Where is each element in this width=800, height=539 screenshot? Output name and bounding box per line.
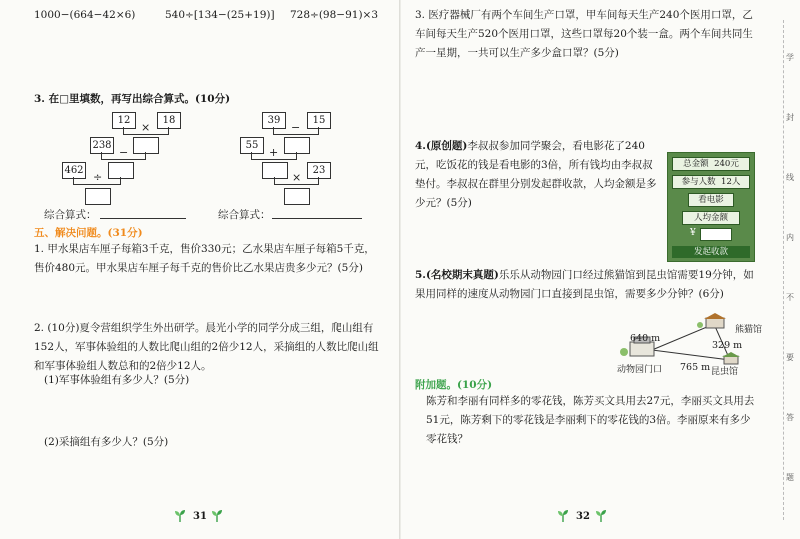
operator: × [141,121,151,134]
blank-box[interactable] [85,188,111,205]
total-amount-label: 总金额 [683,159,709,169]
question-3-title: 3. 在□里填数，再写出综合算式。(10分) [34,93,231,105]
combined-formula-label-2: 综合算式： [218,209,271,221]
question-3-text: 3. 医疗器械厂有两个车间生产口罩，甲车间每天生产240个医用口罩，乙车间每天生产520个医用口罩，这些口罩每20个装一盒。两个车间共同生产一星期，一共可以生产多少盒口罩？(5分) [415,9,753,59]
page-gutter [399,0,401,539]
number-box: 15 [307,112,331,129]
group-payment-panel [667,152,755,262]
sprout-icon [594,509,608,523]
question-2-text: 2. (10分)夏令营组织学生外出研学。晨光小学的同学分成三组，爬山组有152人，军事体验组的人数比爬山组的2倍少12人，采摘组的人数比爬山组和军事体验组人数总和的2倍少12人。 [34,322,379,372]
participants-label: 参与人数 [681,177,716,187]
operator: ÷ [93,171,103,184]
sprout-icon [173,509,187,523]
number-box: 18 [157,112,181,129]
combined-formula-label-1: 综合算式： [44,209,97,221]
binding-char: 答 [786,413,794,422]
expression-1: 1000−(664−42×6) [34,9,136,21]
panda-house-label: 熊猫馆 [735,325,763,335]
question-2-part-1: (1)军事体验组有多少人？(5分) [44,374,190,386]
operator: − [291,121,301,134]
binding-char: 要 [786,353,794,362]
blank-box[interactable] [133,137,159,154]
binding-line [783,20,784,520]
section-5-title: 五、解决问题。(31分) [34,227,143,239]
binding-char: 内 [786,233,794,242]
answer-line[interactable] [272,206,362,219]
binding-char: 不 [786,293,794,302]
question-5-text: 乐乐从动物园门口经过熊猫馆到昆虫馆需要19分钟，如果用同样的速度从动物园门口直接到昆虫馆，需要多少分钟？(6分) [415,269,754,300]
start-collection-button[interactable]: 发起收款 [672,246,750,258]
number-box: 39 [262,112,286,129]
binding-char: 学 [786,53,794,62]
question-4-text: 李叔叔参加同学聚会，看电影花了240元，吃饭花的钱是看电影的3倍，所有钱均由李叔叔垫付。李叔叔在群里分别发起群收款，人均金额是多少元？(5分) [415,140,657,209]
distance-gate-panda: 640 m [630,333,661,344]
number-box: 462 [62,162,86,179]
sprout-icon [556,509,570,523]
blank-box[interactable] [262,162,288,179]
page-number-left: 31 [193,511,207,522]
item-tag: 看电影 [688,193,734,207]
sprout-icon [210,509,224,523]
number-box: 12 [112,112,136,129]
panda-house-icon [697,313,726,328]
binding-char: 封 [786,113,794,122]
average-amount-label: 人均金额 [682,211,740,225]
question-5-block [415,266,755,304]
distance-gate-insect: 765 m [680,362,711,373]
page-number-right: 32 [576,511,590,522]
gate-label: 动物园门口 [617,365,663,375]
blank-box[interactable] [284,137,310,154]
number-box: 238 [90,137,114,154]
operator: − [119,146,129,159]
total-amount-value: 240元 [714,159,739,169]
answer-line[interactable] [100,206,186,219]
bonus-question-text: 陈芳和李丽有同样多的零花钱，陈芳买文具用去27元，李丽买文具用去51元，陈芳剩下的零花钱是李丽剩下的零花钱的3倍。李丽原来有多少零花钱？ [426,395,755,445]
participants-row [672,175,750,189]
total-amount-row [672,157,750,171]
binding-char: 题 [786,473,794,482]
question-2-part-2: (2)采摘组有多少人？(5分) [44,436,169,448]
expression-2: 540÷[134−(25+19)] [165,9,275,21]
blank-box[interactable] [284,188,310,205]
expression-3: 728÷(98−91)×3 [290,9,379,21]
operator: × [292,171,302,184]
binding-char: 线 [786,173,794,182]
number-box: 55 [240,137,264,154]
question-4-label: 4.(原创题) [415,140,468,152]
yen-sign: ¥ [690,228,696,238]
insect-house-label: 昆虫馆 [711,367,739,377]
participants-value: 12人 [721,177,741,187]
blank-box[interactable] [108,162,134,179]
amount-input[interactable] [700,228,732,241]
operator: + [269,146,279,159]
question-4-block [415,137,661,213]
number-box: 23 [307,162,331,179]
question-5-label: 5.(名校期末真题) [415,269,499,281]
question-1-text: 1. 甲水果店车厘子每箱3千克，售价330元；乙水果店车厘子每箱5千克，售价480元。甲水果店车厘子每千克的售价比乙水果店贵多少元？(5分) [34,243,375,274]
insect-house-icon [722,352,740,364]
bonus-title: 附加题。(10分) [415,379,493,391]
distance-panda-insect: 329 m [712,340,743,351]
